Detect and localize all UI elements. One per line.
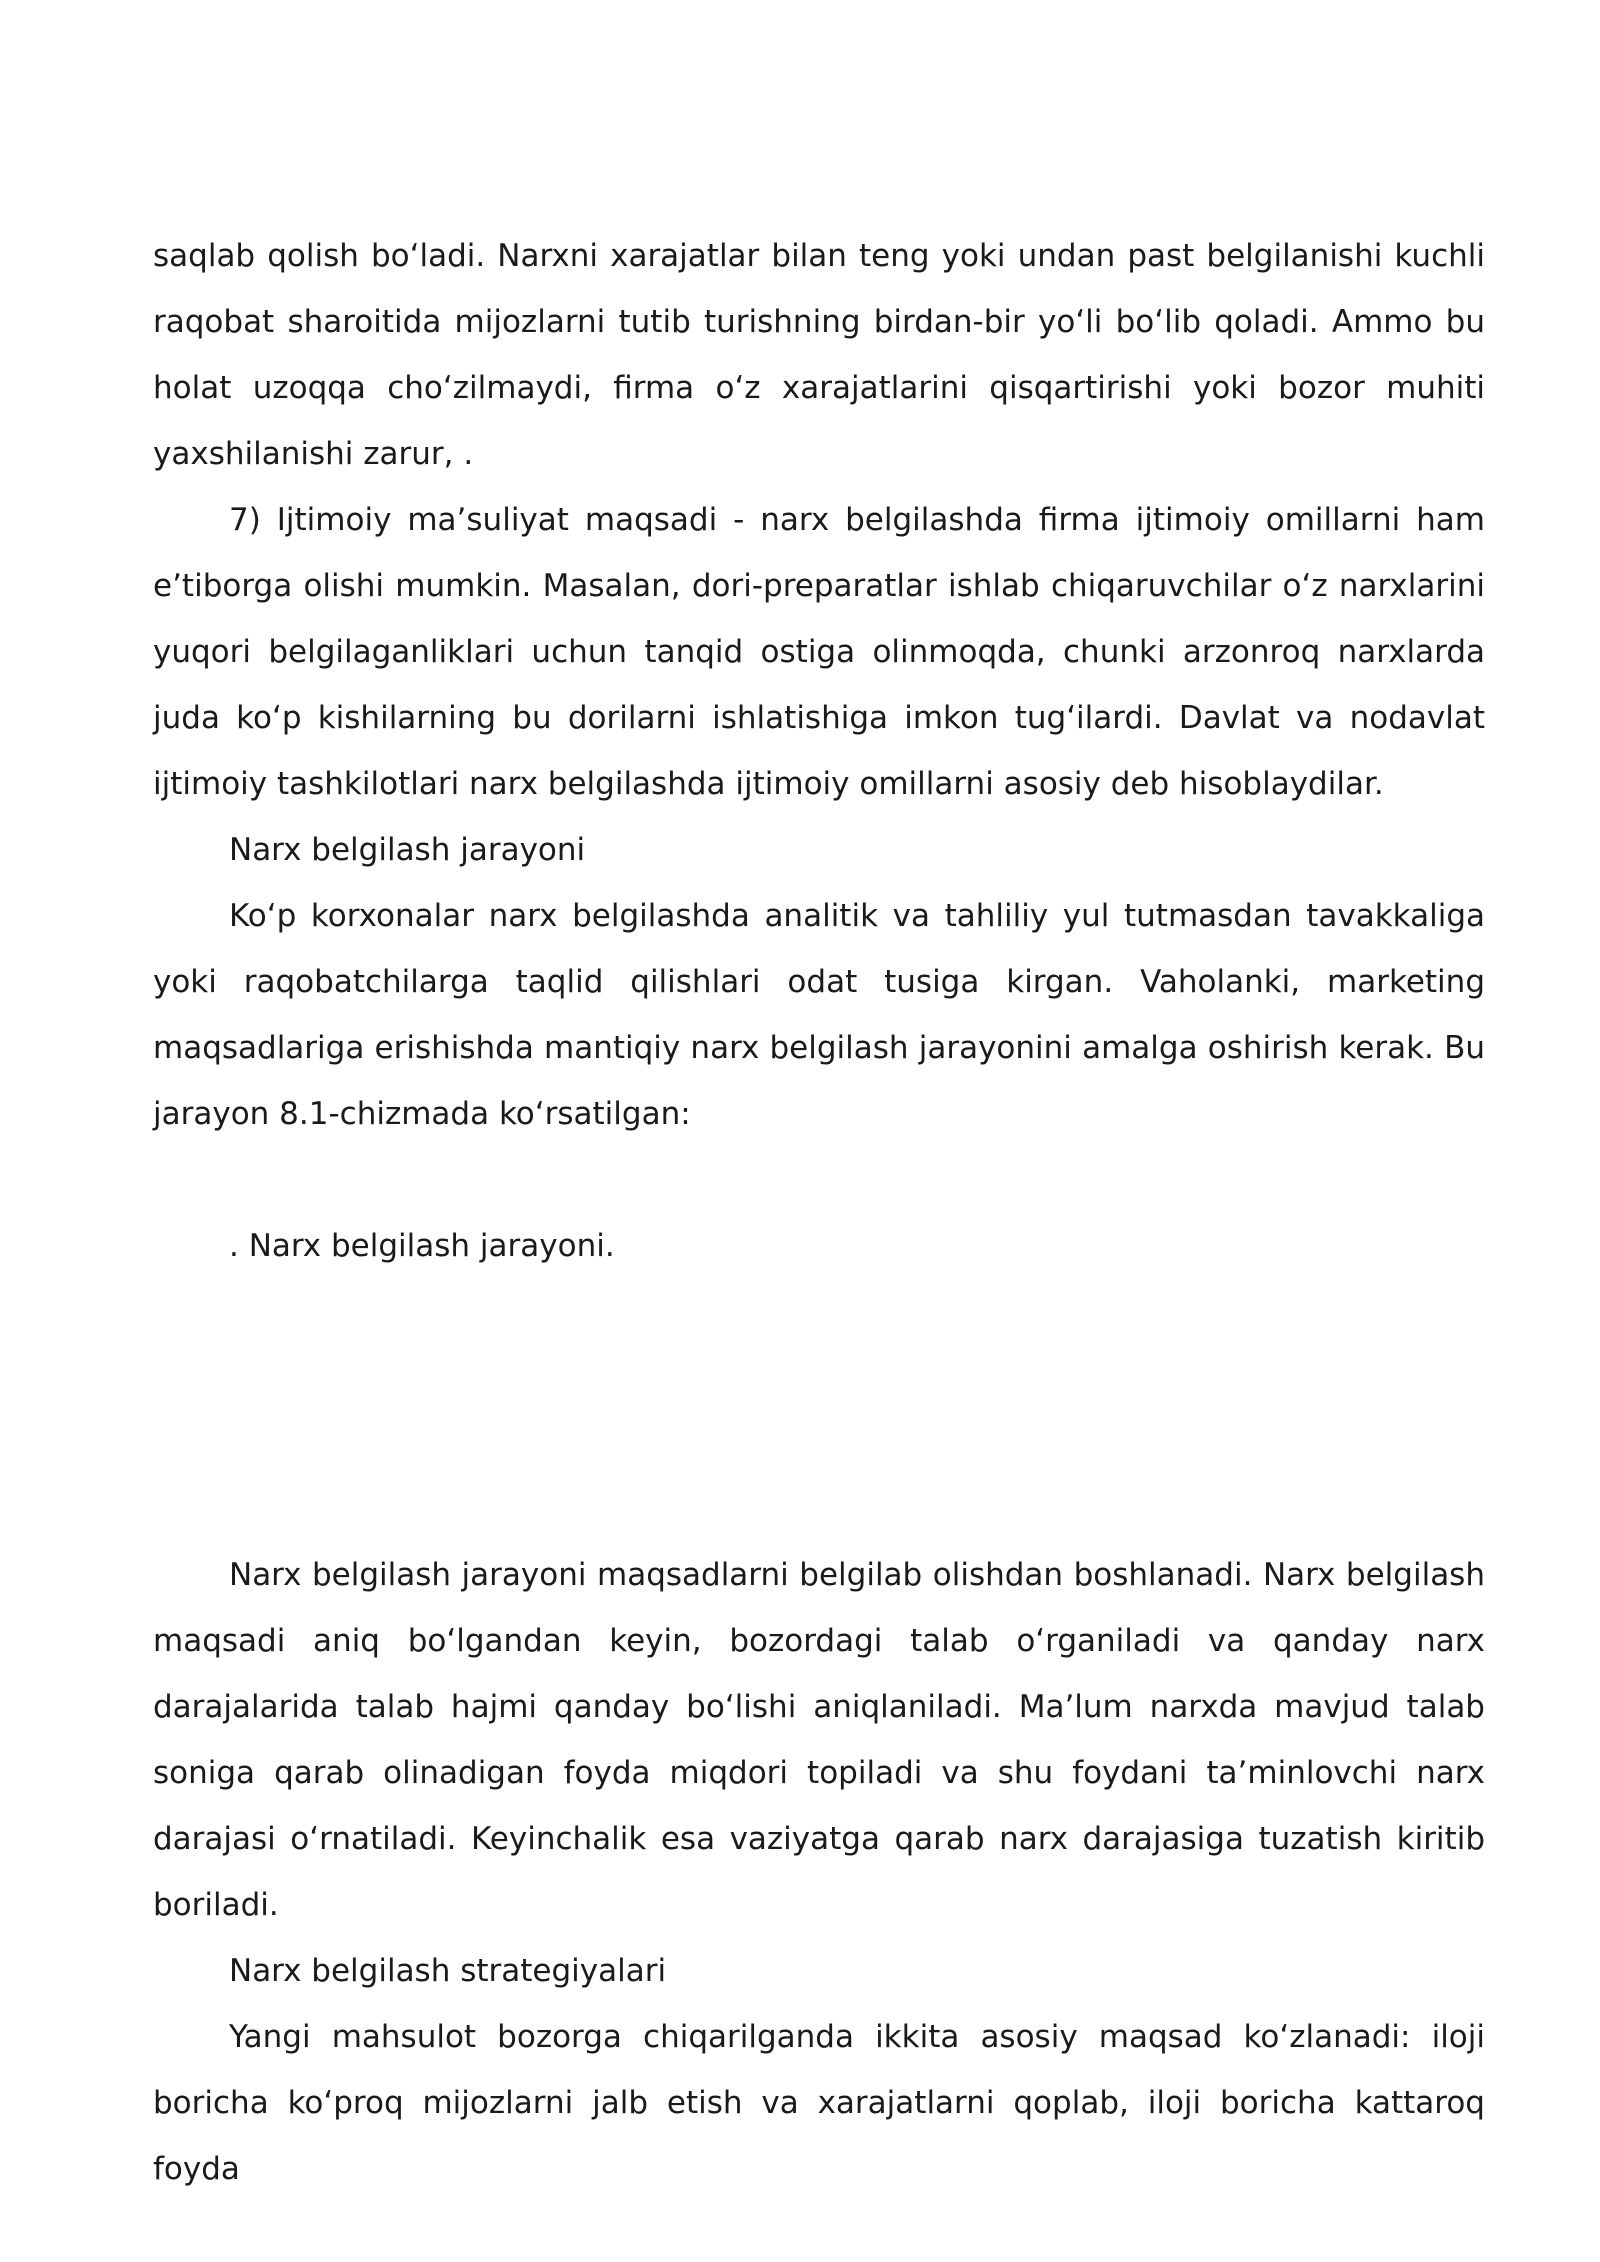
figure-caption: . Narx belgilash jarayoni. <box>229 1228 615 1264</box>
paragraph-social-responsibility: 7) Ijtimoiy ma’suliyat maqsadi - narx belgilashda firma ijtimoiy omillarni ham e’tiborga olishi mumkin. Masalan, dori-preparatlar ishlab chiqaruvchilar o‘z narxlarini yuqori belgilaganliklari uchun tanqid ostiga olinmoqda, chunki arzonroq narxlarda juda ko‘p kishilarning bu dorilarni ishlatishiga imkon tug‘ilardi. Davlat va nodavlat ijtimoiy tashkilotlari narx belgilashda ijtimoiy omillarni asosiy deb hisoblaydilar. <box>153 502 1485 802</box>
paragraph-pricing-process-intro: Ko‘p korxonalar narx belgilashda analitik va tahliliy yul tutmasdan tavakkaliga yoki raqobatchilarga taqlid qilishlari odat tusiga kirgan. Vaholanki, marketing maqsadlariga erishishda mantiqiy narx belgilash jarayonini amalga oshirish kerak. Bu jarayon 8.1-chizmada ko‘rsatilgan: <box>153 898 1485 1132</box>
figure-placeholder <box>153 1279 1485 1542</box>
paragraph-pricing-process-description: Narx belgilash jarayoni maqsadlarni belgilab olishdan boshlanadi. Narx belgilash maqsadi aniq bo‘lgandan keyin, bozordagi talab o‘rganiladi va qanday narx darajalarida talab hajmi qanday bo‘lishi aniqlaniladi. Ma’lum narxda mavjud talab soniga qarab olinadigan foyda miqdori topiladi va shu foydani ta’minlovchi narx darajasi o‘rnatiladi. Keyinchalik esa vaziyatga qarab narx darajasiga tuzatish kiritib boriladi. <box>153 1557 1485 1923</box>
section-heading-pricing-strategies: Narx belgilash strategiyalari <box>229 1953 667 1989</box>
paragraph-pricing-strategies: Yangi mahsulot bozorga chiqarilganda ikkita asosiy maqsad ko‘zlanadi: iloji boricha ko‘proq mijozlarni jalb etish va xarajatlarni qoplab, iloji boricha kattaroq foyda <box>153 2019 1485 2187</box>
spacer <box>153 1147 1485 1213</box>
paragraph-continuation: saqlab qolish bo‘ladi. Narxni xarajatlar bilan teng yoki undan past belgilanishi kuchli raqobat sharoitida mijozlarni tutib turishning birdan-bir yo‘li bo‘lib qoladi. Ammo bu holat uzoqqa cho‘zilmaydi, firma o‘z xarajatlarini qisqartirishi yoki bozor muhiti yaxshilanishi zarur, . <box>153 238 1485 472</box>
document-body <box>153 223 1485 2202</box>
section-heading-pricing-process: Narx belgilash jarayoni <box>229 832 586 868</box>
